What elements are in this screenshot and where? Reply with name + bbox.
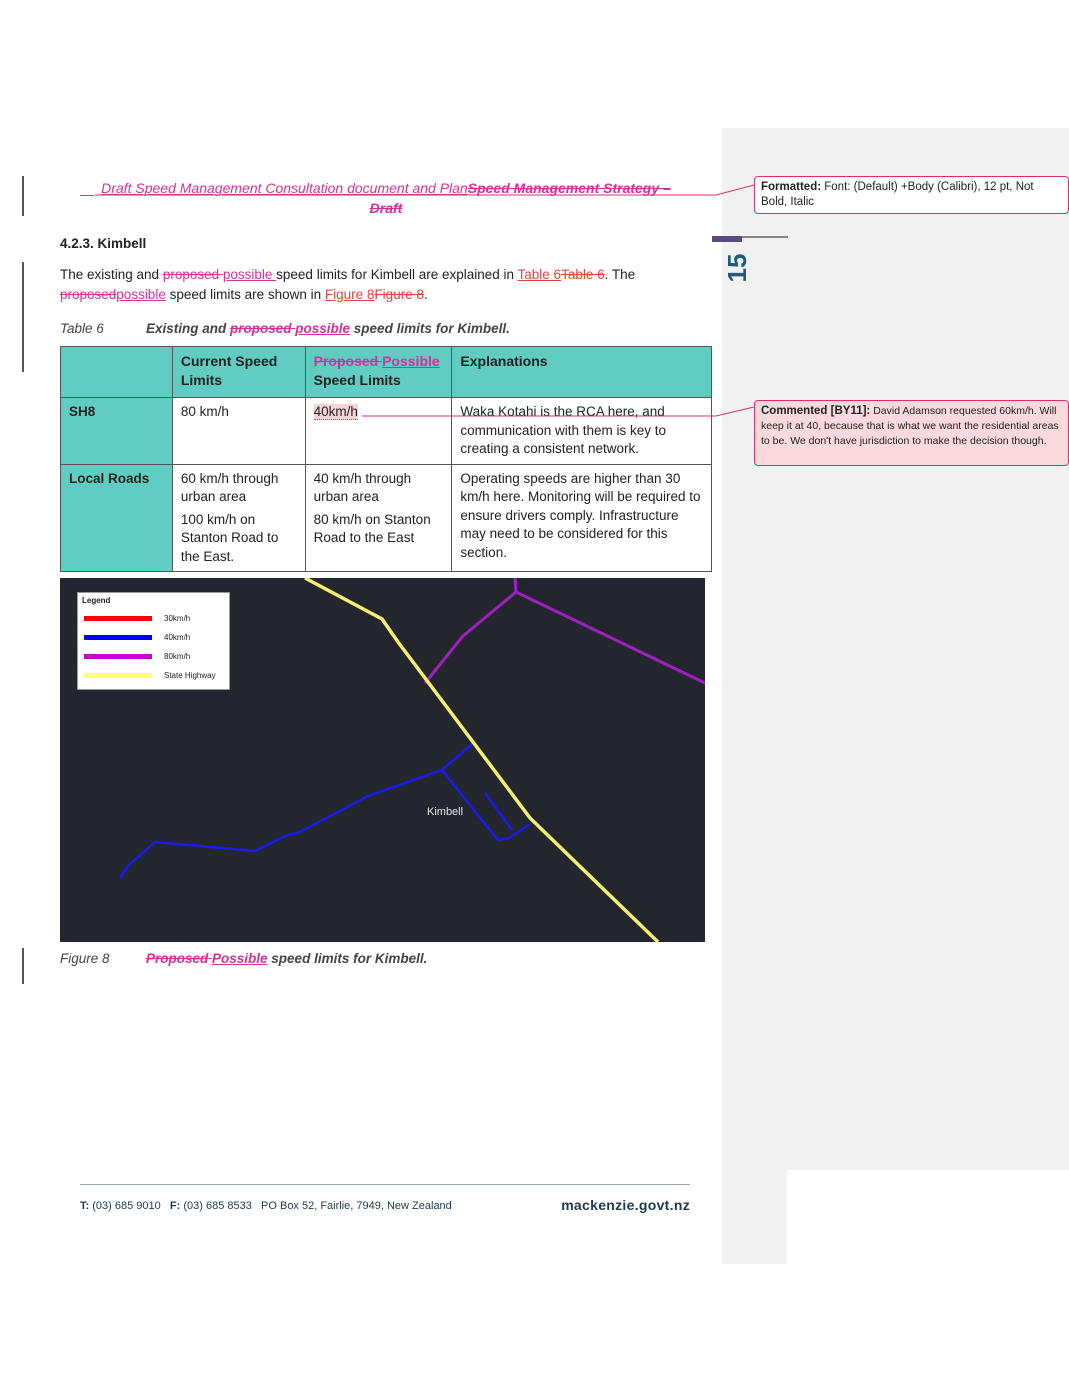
formatted-connector — [95, 185, 754, 195]
table-reference-link[interactable]: Table 6 — [517, 267, 562, 282]
figure-caption-text: speed limits for Kimbell. — [267, 951, 428, 966]
table-header-cell: Current Speed Limits — [172, 347, 305, 398]
legend-label: 40km/h — [164, 633, 191, 642]
cell-paragraph: 80 km/h on Stanton Road to the East — [313, 511, 431, 545]
table-cell: Operating speeds are higher than 30 km/h here. Monitoring will be required to ensure drivers comply. Infrastructure may need to be considered for this section. — [452, 464, 712, 572]
commented-text[interactable]: 40km/h — [313, 404, 358, 419]
legend-label: State Highway — [164, 671, 216, 680]
balloon-label: Formatted: — [761, 181, 822, 193]
paragraph-text: The existing and — [60, 267, 163, 282]
comment-text: David Adamson requested 60km/h. Will keep it at 40, because that is what we want the residential areas to be. We don't have jurisdiction to make the decision though. — [761, 405, 1059, 447]
table-cell: Waka Kotahi is the RCA here, and communication with them is key to creating a consistent network. — [452, 398, 712, 465]
comment-author-label: Commented [BY11]: — [761, 405, 871, 417]
fax-number: (03) 685 8533 — [183, 1200, 252, 1212]
postal-address: PO Box 52, Fairlie, 7949, New Zealand — [261, 1200, 452, 1212]
inserted-text: Possible — [382, 353, 440, 369]
cell-paragraph: 40 km/h through urban area — [313, 470, 412, 504]
header-deleted-text-line2: Draft — [369, 200, 403, 216]
formatted-balloon[interactable] — [754, 176, 1069, 214]
comment-connector — [362, 407, 754, 416]
inserted-text: possible — [222, 267, 277, 282]
figure-caption-label: Figure 8 — [60, 951, 110, 966]
section-title: Kimbell — [97, 236, 147, 251]
deleted-text: Proposed — [146, 951, 213, 966]
deleted-text: proposed — [230, 321, 296, 336]
table-caption-text: Existing and — [146, 321, 231, 336]
table-caption-text: speed limits for Kimbell. — [350, 321, 510, 336]
legend-label: 30km/h — [164, 614, 191, 623]
footer-website[interactable]: mackenzie.govt.nz — [561, 1197, 690, 1213]
header-inserted-text: Draft Speed Management Consultation document and Plan — [101, 180, 468, 196]
inserted-text: possible — [295, 321, 351, 336]
legend-label: 80km/h — [164, 652, 191, 661]
row-label: Local Roads — [61, 464, 173, 572]
deleted-text: Proposed — [313, 353, 383, 369]
paragraph-text: speed limits for Kimbell are explained in — [276, 267, 518, 282]
place-label: Kimbell — [427, 806, 464, 818]
section-number: 4.2.3. — [60, 236, 94, 251]
cell-paragraph: 100 km/h on Stanton Road to the East. — [180, 511, 279, 564]
fax-label: F: — [169, 1200, 181, 1212]
deleted-reference: Table 6 — [561, 267, 605, 282]
deleted-text: proposed — [60, 286, 117, 302]
table-cell: 80 km/h — [172, 398, 305, 465]
paragraph-text: . The — [604, 267, 636, 282]
balloon-text: Font: (Default) +Body (Calibri), 12 pt, Not Bold, Italic — [761, 181, 1034, 208]
inserted-text: Possible — [212, 951, 268, 966]
paragraph-text: speed limits are shown in — [165, 286, 325, 302]
paragraph-text: . — [423, 286, 428, 302]
row-label: SH8 — [61, 398, 173, 465]
header-text: Speed Limits — [313, 371, 401, 388]
deleted-text: proposed — [162, 267, 223, 282]
table-header-cell: Explanations — [452, 347, 712, 398]
phone-label: T: — [80, 1200, 90, 1212]
phone-number: (03) 685 9010 — [92, 1200, 161, 1212]
inserted-text: possible — [116, 286, 166, 302]
table-caption-label: Table 6 — [60, 321, 104, 336]
deleted-reference: Figure 8 — [374, 286, 424, 302]
cell-paragraph: 60 km/h through urban area — [180, 470, 279, 504]
comment-balloon[interactable] — [754, 400, 1069, 466]
header-deleted-text: Speed Management Strategy – — [467, 180, 671, 196]
figure-reference-link[interactable]: Figure 8 — [324, 286, 375, 302]
page-number: 15 — [722, 253, 752, 283]
legend-title: Legend — [82, 596, 111, 605]
